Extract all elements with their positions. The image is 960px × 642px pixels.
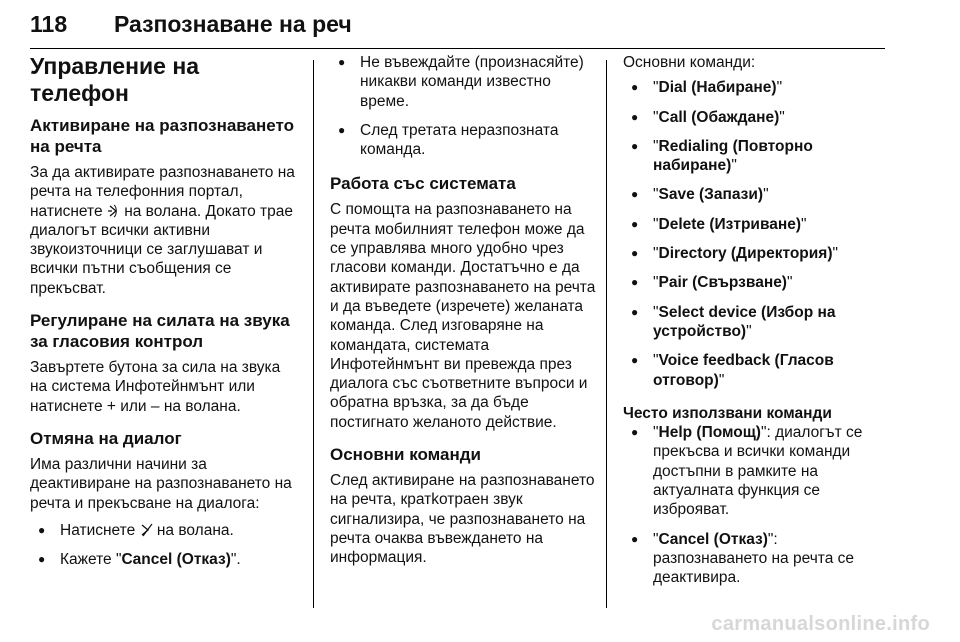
command-label: Save (Запази) (658, 186, 764, 204)
column-divider-1 (313, 60, 314, 608)
paragraph-activate-speech (30, 163, 298, 298)
page-number: 118 (30, 11, 68, 37)
list-item: ● "Call (Обаждане)" (623, 108, 891, 127)
bullet-press-a: Натиснете (60, 521, 136, 539)
paragraph-volume: Завъртете бутона за сила на звука на система Инфотейнмънт или натиснете + или – на волана. (30, 359, 281, 415)
command-label: Call (Обаждане) (658, 108, 780, 126)
command-label: Voice feedback (Гласов отговор) (653, 352, 834, 389)
list-item: ● "Help (Помощ)": диалогът се прекъсва и всички команди достъпни в рамките на актуалната функция се изброяват. (623, 423, 891, 519)
command-description: : диалогът се прекъсва и всички команди достъпни в рамките на актуалната функция се изброяват. (653, 424, 863, 519)
command-label: Pair (Свързване) (658, 274, 787, 292)
column-2 (330, 53, 598, 580)
list-item: ● "Delete (Изтриване)" (623, 215, 891, 234)
list-item: ● Не въвеждайте (произнасяйте) никакви команди известно време. (330, 53, 598, 111)
subheading-activate-speech: Активиране на разпознаването на речта (30, 116, 294, 156)
subheading-system-operation: Работа със системата (330, 174, 516, 194)
list-item: ● "Directory (Директория)" (623, 244, 891, 263)
text-activate-b: на волана. Докато трае диалогът всички активни звукоизточници се заглушават и всички пътни съобщения се прекъсват. (30, 202, 293, 297)
bullet-say-command: Cancel (Отказ) (121, 551, 231, 569)
command-label: Redialing (Повторно набиране) (653, 137, 813, 175)
list-item: ● След третата неразпозната команда. (330, 121, 598, 160)
list-item (30, 521, 298, 540)
page-header (30, 0, 885, 49)
basic-commands-list (623, 78, 891, 390)
paragraph-system-operation: С помощта на разпознаването на речта мобилният телефон може да се управлява много удобно чрез гласови команди. Достатъчно е да активирате разпознаването на речта и да въведете (изречете) желаната команда. След изговаряне на командата, системата Инфотейнмънт ви превежда през диалога със съответните въпроси и обратна връзка, за да бъде постигнато желаното действие. (330, 201, 596, 431)
column-1 (30, 53, 298, 581)
bullet-say-a: Кажете " (60, 551, 122, 569)
list-item: ● "Save (Запази)" (623, 185, 891, 204)
command-label: Help (Помощ) (658, 424, 761, 442)
command-label: Dial (Набиране) (658, 79, 777, 97)
basic-commands-intro: Основни команди: (623, 54, 756, 71)
voice-recognition-icon (107, 204, 120, 218)
command-label: Cancel (Отказ) (658, 530, 768, 548)
bullet-say-c: ". (230, 551, 241, 569)
frequent-commands-list (623, 423, 891, 587)
command-label: Delete (Изтриване) (658, 215, 802, 233)
cancel-call-icon (140, 523, 153, 537)
subheading-frequent-commands: Често използвани команди (623, 404, 832, 422)
paragraph-basic-commands: След активиране на разпознаването на речта, кратkотраен звук сигнализира, че разпознаването на речта очаква въвеждането на информация. (330, 472, 595, 567)
page-title: Разпознаване на реч (114, 11, 352, 37)
column-divider-2 (606, 60, 607, 608)
watermark: carmanualsonline.info (711, 613, 930, 635)
column-3 (623, 53, 891, 600)
list-item: ● "Cancel (Отказ)": разпознаването на речта се деактивира. (623, 530, 891, 588)
command-label: Select device (Избор на устройство) (653, 303, 836, 340)
text-activate-a: За да активирате разпознаването на речта на телефонния портал, натиснете (30, 164, 295, 220)
subheading-volume: Регулиране на силата на звука за гласовия контрол (30, 311, 290, 352)
command-label: Directory (Директория) (658, 245, 833, 263)
subheading-cancel-dialog: Отмяна на диалог (30, 428, 182, 448)
section-heading-phone-control: Управление на телефон (30, 53, 199, 106)
list-item: ● "Dial (Набиране)" (623, 78, 891, 97)
list-item: ● "Voice feedback (Гласов отговор)" (623, 351, 891, 390)
subheading-basic-commands: Основни команди (330, 445, 481, 465)
bullet-press-b: на волана. (156, 521, 234, 539)
paragraph-cancel-dialog: Има различни начини за деактивиране на разпознаването на речта и прекъсване на диалога: (30, 455, 292, 512)
list-item: ● "Pair (Свързване)" (623, 273, 891, 292)
cancel-methods-list (30, 521, 298, 570)
command-description: : разпознаването на речта се деактивира. (653, 530, 855, 587)
list-item: ● "Redialing (Повторно набиране)" (623, 137, 891, 176)
list-item: ● "Select device (Избор на устройство)" (623, 303, 891, 342)
cancel-methods-list-continued (330, 53, 598, 159)
list-item (30, 550, 298, 569)
